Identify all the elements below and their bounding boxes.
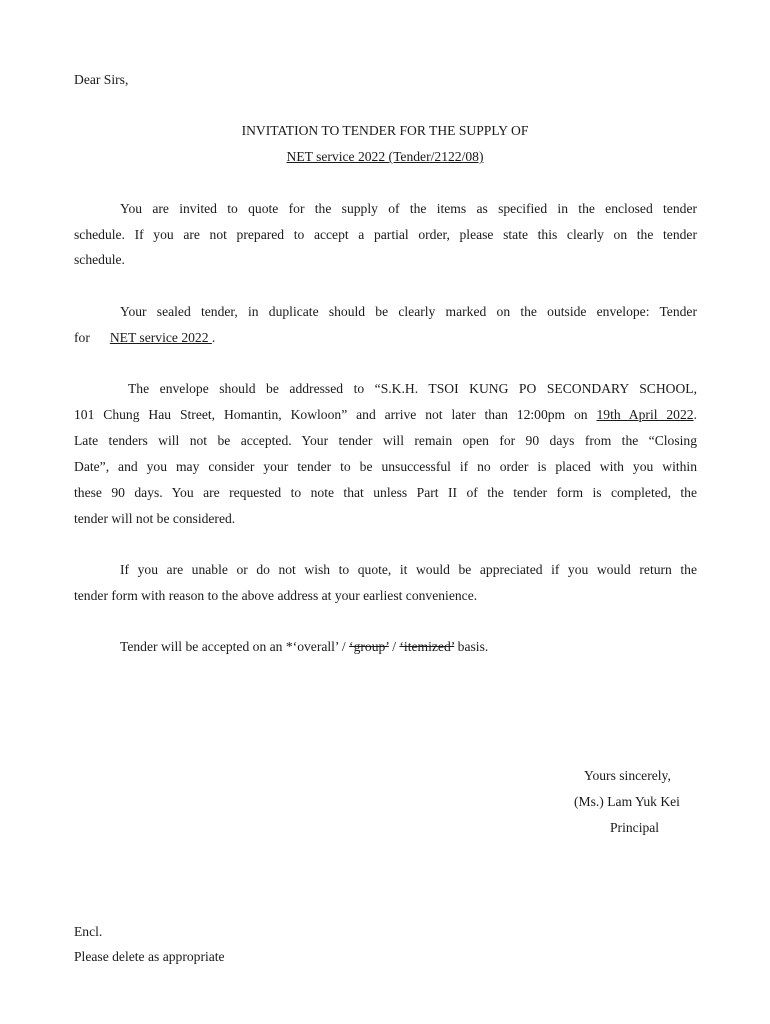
basis-prefix: Tender will be accepted on an *‘overall’ / (120, 639, 346, 654)
para3-line6: tender will not be considered. (74, 511, 236, 526)
closing-date: 19th April 2022 (596, 407, 694, 422)
signatory-name: (Ms.) Lam Yuk Kei (574, 794, 680, 809)
tender-reference: NET service 2022 (Tender/2122/08) (286, 149, 484, 164)
heading-line-1: INVITATION TO TENDER FOR THE SUPPLY OF (241, 123, 529, 138)
para3-line1: The envelope should be addressed to “S.K.H. TSOI KUNG PO SECONDARY SCHOOL, (128, 381, 697, 396)
basis-itemized-struck: ‘itemized’ (399, 639, 455, 654)
para3-line3: Late tenders will not be accepted. Your tender will remain open for 90 days from the “Closing (74, 433, 697, 448)
para1-line3: schedule. (74, 252, 125, 267)
para2-line1: Your sealed tender, in duplicate should be clearly marked on the outside envelope: Tender (120, 304, 697, 319)
basis-suffix: basis. (457, 639, 489, 654)
para3-address: 101 Chung Hau Street, Homantin, Kowloon” and arrive not later than 12:00pm on (74, 407, 588, 422)
heading-line-2 (0, 148, 770, 166)
para2-line2 (74, 329, 697, 347)
signatory-title: Principal (610, 820, 660, 835)
para2-suffix: . (211, 330, 216, 345)
para3-suffix: . (693, 407, 697, 422)
tender-item-name: NET service 2022 (109, 330, 209, 345)
para1-line2: schedule. If you are not prepared to accept a partial order, please state this clearly on the tender (74, 227, 697, 242)
para3-line5: these 90 days. You are requested to note that unless Part II of the tender form is completed, the (74, 485, 697, 500)
para1-line1: You are invited to quote for the supply of the items as specified in the enclosed tender (120, 201, 697, 216)
enclosure-note: Encl. (74, 924, 103, 939)
para3-line2 (74, 406, 697, 424)
para2-prefix: for (74, 330, 90, 345)
para4-line1: If you are unable or do not wish to quote, it would be appreciated if you would return the (120, 562, 697, 577)
delete-note: Please delete as appropriate (74, 949, 225, 964)
para3-line4: Date”, and you may consider your tender to be unsuccessful if no order is placed with you within (74, 459, 697, 474)
salutation: Dear Sirs, (74, 72, 129, 87)
closing-phrase: Yours sincerely, (584, 768, 671, 783)
basis-group-struck: ‘group’ (349, 639, 389, 654)
basis-separator: / (392, 639, 396, 654)
para4-line2: tender form with reason to the above address at your earliest convenience. (74, 588, 478, 603)
tender-basis-line (120, 638, 697, 656)
